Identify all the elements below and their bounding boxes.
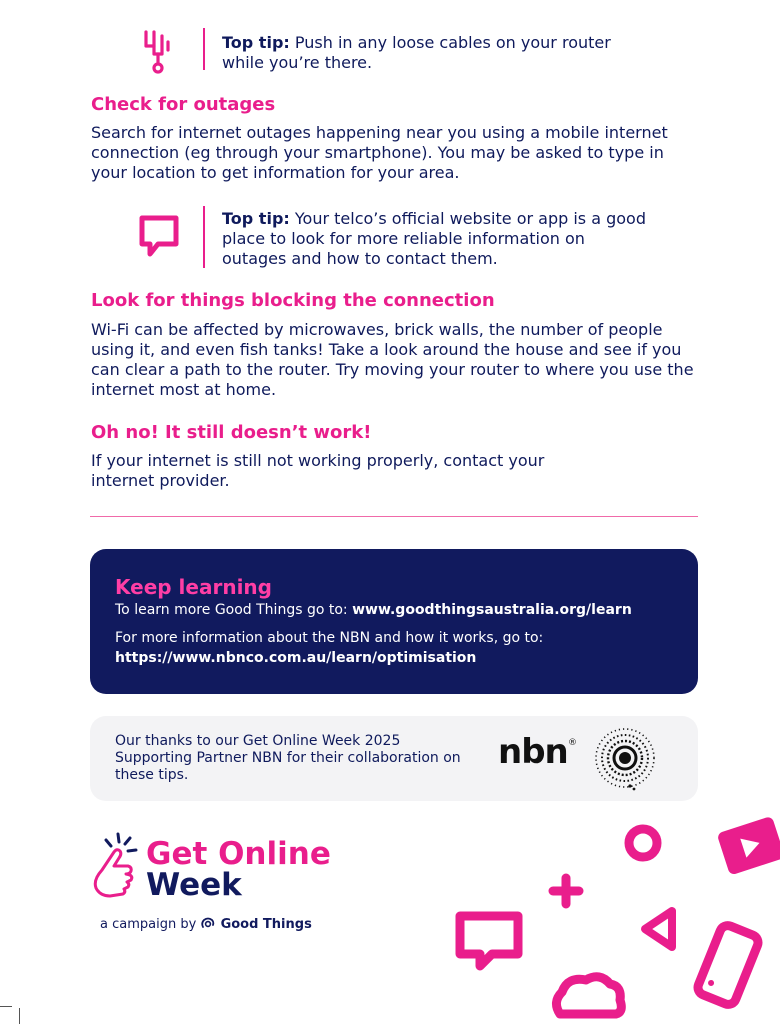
- nbn-dot-map-icon: [590, 724, 660, 792]
- keep-learning-line-1-text: To learn more Good Things go to:: [115, 602, 353, 618]
- section-heading-blocking: Look for things blocking the connection: [91, 290, 495, 311]
- campaign-org: Good Things: [220, 917, 312, 932]
- nbn-optimisation-link-text[interactable]: https://www.nbnco.com.au/learn/optimisation: [115, 650, 477, 666]
- play-button-icon: [717, 816, 780, 876]
- plus-icon: [553, 878, 579, 904]
- decorative-shapes: [440, 812, 780, 1024]
- campaign-byline: [100, 916, 312, 932]
- pointing-hand-logo-icon: [88, 830, 144, 904]
- get-online-wordmark: Get Online: [146, 836, 331, 872]
- tip-label: Top tip:: [222, 33, 290, 52]
- tip-text: [222, 33, 652, 73]
- section-heading-still-not-working: Oh no! It still doesn’t work!: [91, 422, 372, 443]
- section-body-blocking: Wi-Fi can be affected by microwaves, brick walls, the number of people using it, and even fish tanks! Take a look around the house and see if you can clear a path to the router. Try moving your router to where you use the internet most at home.: [91, 320, 694, 399]
- nbn-logo-registered: ®: [568, 738, 577, 748]
- chat-bubble-large-icon: [460, 916, 518, 966]
- cloud-icon: [556, 977, 621, 1014]
- circle-icon: [629, 829, 657, 857]
- cable-plug-icon: [140, 28, 176, 76]
- week-wordmark: Week: [146, 867, 242, 903]
- nbn-optimisation-link[interactable]: [115, 648, 476, 668]
- partner-thanks-panel: [90, 716, 698, 801]
- crop-mark: [0, 1006, 12, 1007]
- keep-learning-title: Keep learning: [115, 575, 272, 599]
- goodthings-learn-link[interactable]: www.goodthingsaustralia.org/learn: [352, 602, 632, 618]
- campaign-prefix: a campaign by: [100, 917, 201, 932]
- tip-body: Your telco’s official website or app is a good place to look for more reliable information on outages and how to contact them.: [222, 209, 646, 268]
- phone-icon: [696, 923, 761, 1007]
- section-divider: [90, 516, 698, 517]
- tip-label: Top tip:: [222, 209, 290, 228]
- keep-learning-panel: [90, 549, 698, 694]
- tip-divider: [203, 28, 205, 70]
- keep-learning-line-2: For more information about the NBN and how it works, go to:: [115, 630, 544, 646]
- tip-text: [222, 209, 652, 269]
- section-heading-outages: Check for outages: [91, 94, 276, 115]
- keep-learning-line-1: [115, 600, 632, 620]
- section-body-still-not-working: If your internet is still not working properly, contact your internet provider.: [91, 451, 545, 490]
- crop-mark: [19, 1008, 20, 1024]
- section-body-outages: Search for internet outages happening near you using a mobile internet connection (eg through your smartphone). You may be asked to type in your location to get information for your area.: [91, 123, 668, 182]
- chat-bubble-icon: [136, 214, 182, 260]
- tip-divider: [203, 206, 205, 268]
- triangle-icon: [645, 911, 672, 947]
- tip-body: Push in any loose cables on your router while you’re there.: [222, 33, 611, 72]
- partner-thanks-text: Our thanks to our Get Online Week 2025 Supporting Partner NBN for their collaboration on these tips.: [115, 733, 461, 783]
- nbn-logo-word: nbn: [498, 732, 568, 772]
- good-things-logo-icon: [200, 916, 216, 930]
